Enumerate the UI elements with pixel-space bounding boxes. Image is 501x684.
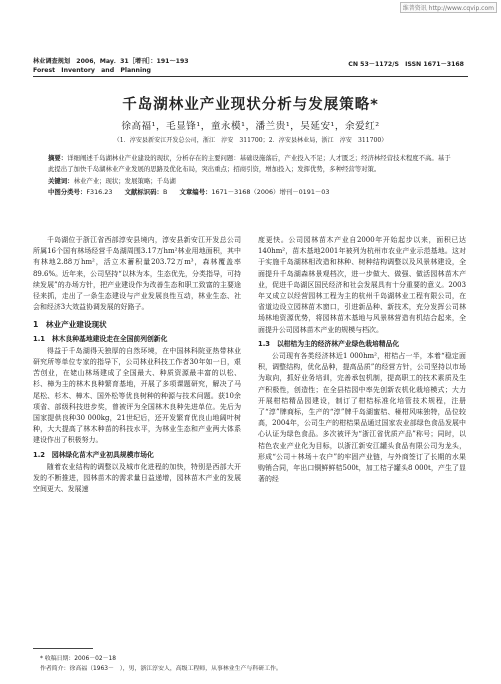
section-1-1-paragraph: 得益于千岛湖得天独厚的自然环境，在中国林科院亚热带林业研究所等单位专家的指导下，公司林业科技工作者30年如一日，艰苦创业，在姥山林场建成了全国最大、种质资源最丰富的以松、杉、樟为主的林木良种繁育基地，开展了多项课题研究，解决了马尾松、杉木、樟木、国外松等优良树种的种源与技术问题。获10余项省、部级科技进步奖，曾被评为全国林木良种先进单位。先后为国家提供良种30 000kg，21世纪后，还开发繁育优良山地阔叶树种，大大提高了林木种苗的科技水平，为林业生态和产业两大体系建设作出了积极努力。 xyxy=(33,346,241,445)
author-bio: 作者简介：徐高福（1963－ ），男，浙江淳安人，高级工程师，从事林业生产与科研工作。 xyxy=(40,666,282,672)
paper-title: 千岛湖林业产业现状分析与发展策略* xyxy=(122,97,379,113)
journal-en: Forest Inventory and Planning xyxy=(33,67,151,74)
right-column xyxy=(258,235,466,485)
section-1-2-paragraph: 随着农业结构的调整以及城市化进程的加快，特别是西部大开发的不断推进，园林苗木的需求量日益递增，园林苗木产业的发展空间更大、发展速 xyxy=(33,462,241,494)
header-rule xyxy=(33,76,468,77)
footnote-rule xyxy=(33,648,93,649)
clc-value: F316.23 xyxy=(86,188,113,197)
section-1-2-heading: 1.2 园林绿化苗木产业初具规模市场化 xyxy=(33,450,154,459)
authors: 徐高福¹，毛显锋¹，童永模¹，潘兰贵¹，吴延安¹，余爱红² xyxy=(121,121,380,132)
section-1-3-paragraph: 公司现有各类经济林近1 000hm²，柑桔占一半，本着“稳定面积，调整结构，优化品种，提高品质”的经营方针，公司坚持以市场为取向，抓好业务培训，完善承包机制，提高职工的技术素质及生产积极性，创造性；在全县桔园中率先创新农机化栽培模式；大力开展柑桔精品园建设，制订了柑桔标准化培管技术规程，注册了“淳”牌商标，生产的“淳”牌千岛湖蜜桔、椪柑风味独特，品位较高，2004年，公司生产的柑桔果品通过国家农业部绿色食品发展中心认证为绿色食品。多次被评为“浙江省优质产品”称号；同时，以桔色农业产业化为目标，以浙江新安江罐头食品有限公司为龙头，形成“公司＋林场＋农户”的牢固产业链，与外商签订了长期的水果购销合同，年出口铜鲜鲜桔500t，加工桔子罐头8 000t，产生了显著的经 xyxy=(258,352,466,484)
cn-issn: CN 53－1172/S ISSN 1671－3168 xyxy=(348,61,464,68)
abstract xyxy=(48,153,456,176)
article-no-value: 1671－3168（2006）增刊－0191－03 xyxy=(211,188,330,197)
journal-line: 林业调查规划 2006，May．31［增刊］：191～193 xyxy=(33,58,189,65)
article-no-label: 文章编号： xyxy=(179,188,212,197)
section-1-1-heading: 1.1 林木良种基地建设走在全国前列创新化 xyxy=(33,334,168,343)
classification-line xyxy=(48,187,456,198)
intro-paragraph: 千岛湖位于浙江省西部淳安县境内，淳安县新安江开发总公司所属16个国有林场经营千岛湖周围3.17万hm²林业用地面积，其中有林地2.88万hm²，活立木蓄积量203.72万m³，森林覆盖率89.6%。近年来，公司坚持“以林为本，生态优先，分类指导，可持续发展”的办场方针，把产业建设作为改善生态和职工致富的主要途径来抓，走出了一条生态建设与产业发展良性互动，林业生态、社会和经济3大效益协调发展的好路子。 xyxy=(33,236,241,312)
journal-header xyxy=(33,57,189,75)
doc-code-value: B xyxy=(162,188,168,197)
footnote xyxy=(40,654,282,674)
section-1-2-continued: 度更快。公司园林苗木产业自2000年开始起步以来，面积已达140hm²，苗木基地2001年被列为杭州市农业产业示范基地。这对于实施千岛湖林相改造和林种、树种结构调整以及风景林建设，全面提升千岛湖森林景观档次，进一步做大、做强、做活园林苗木产业，促进千岛湖区国民经济和社会发展具有十分重要的意义。2003年又成立以经营园林工程为主的杭州千岛湖林业工程有限公司，在省道边设立园林苗木窗口，引进新品种、新技术，充分发挥公司林场林地资源优势，将园林苗木基地与风景林营造有机结合起来，全面提升公司园林苗木产业的规模与档次。 xyxy=(258,236,466,334)
section-1-3-heading: 1.3 以柑桔为主的经济林产业绿色栽培精品化 xyxy=(258,339,400,348)
keywords-label: 关键词： xyxy=(48,176,74,185)
watermark: 维普资讯 http://www.cqvip.com xyxy=(400,2,497,13)
affiliation: （1．淳安县新安江开发总公司，浙江 淳安 311700；2．淳安县林业局，浙江 淳安 311700） xyxy=(113,137,388,144)
abstract-label: 摘要： xyxy=(48,154,68,162)
keywords xyxy=(48,176,456,187)
left-column xyxy=(33,235,241,495)
keywords-text: 林业产业；现状；发展策略；千岛湖 xyxy=(73,176,176,185)
section-1-heading: 1 林业产业建设现状 xyxy=(33,320,107,330)
abstract-text: 详细阐述千岛湖林业产业建设的现状，分析存在的主要问题：基础设施落后，产业投入不足；人才匮乏；经济林经营技术程度不高。基于此提出了加快千岛湖林业产业发展的思路及优化布局，突出重点；招商引资，增加投入；发挥优势，多种经营等对策。 xyxy=(48,154,451,174)
doc-code-label: 文献标识码： xyxy=(124,188,163,197)
abstract-block xyxy=(48,153,456,199)
received-date: * 收稿日期：2006－02－18 xyxy=(40,656,117,662)
clc-label: 中图分类号： xyxy=(48,188,87,197)
